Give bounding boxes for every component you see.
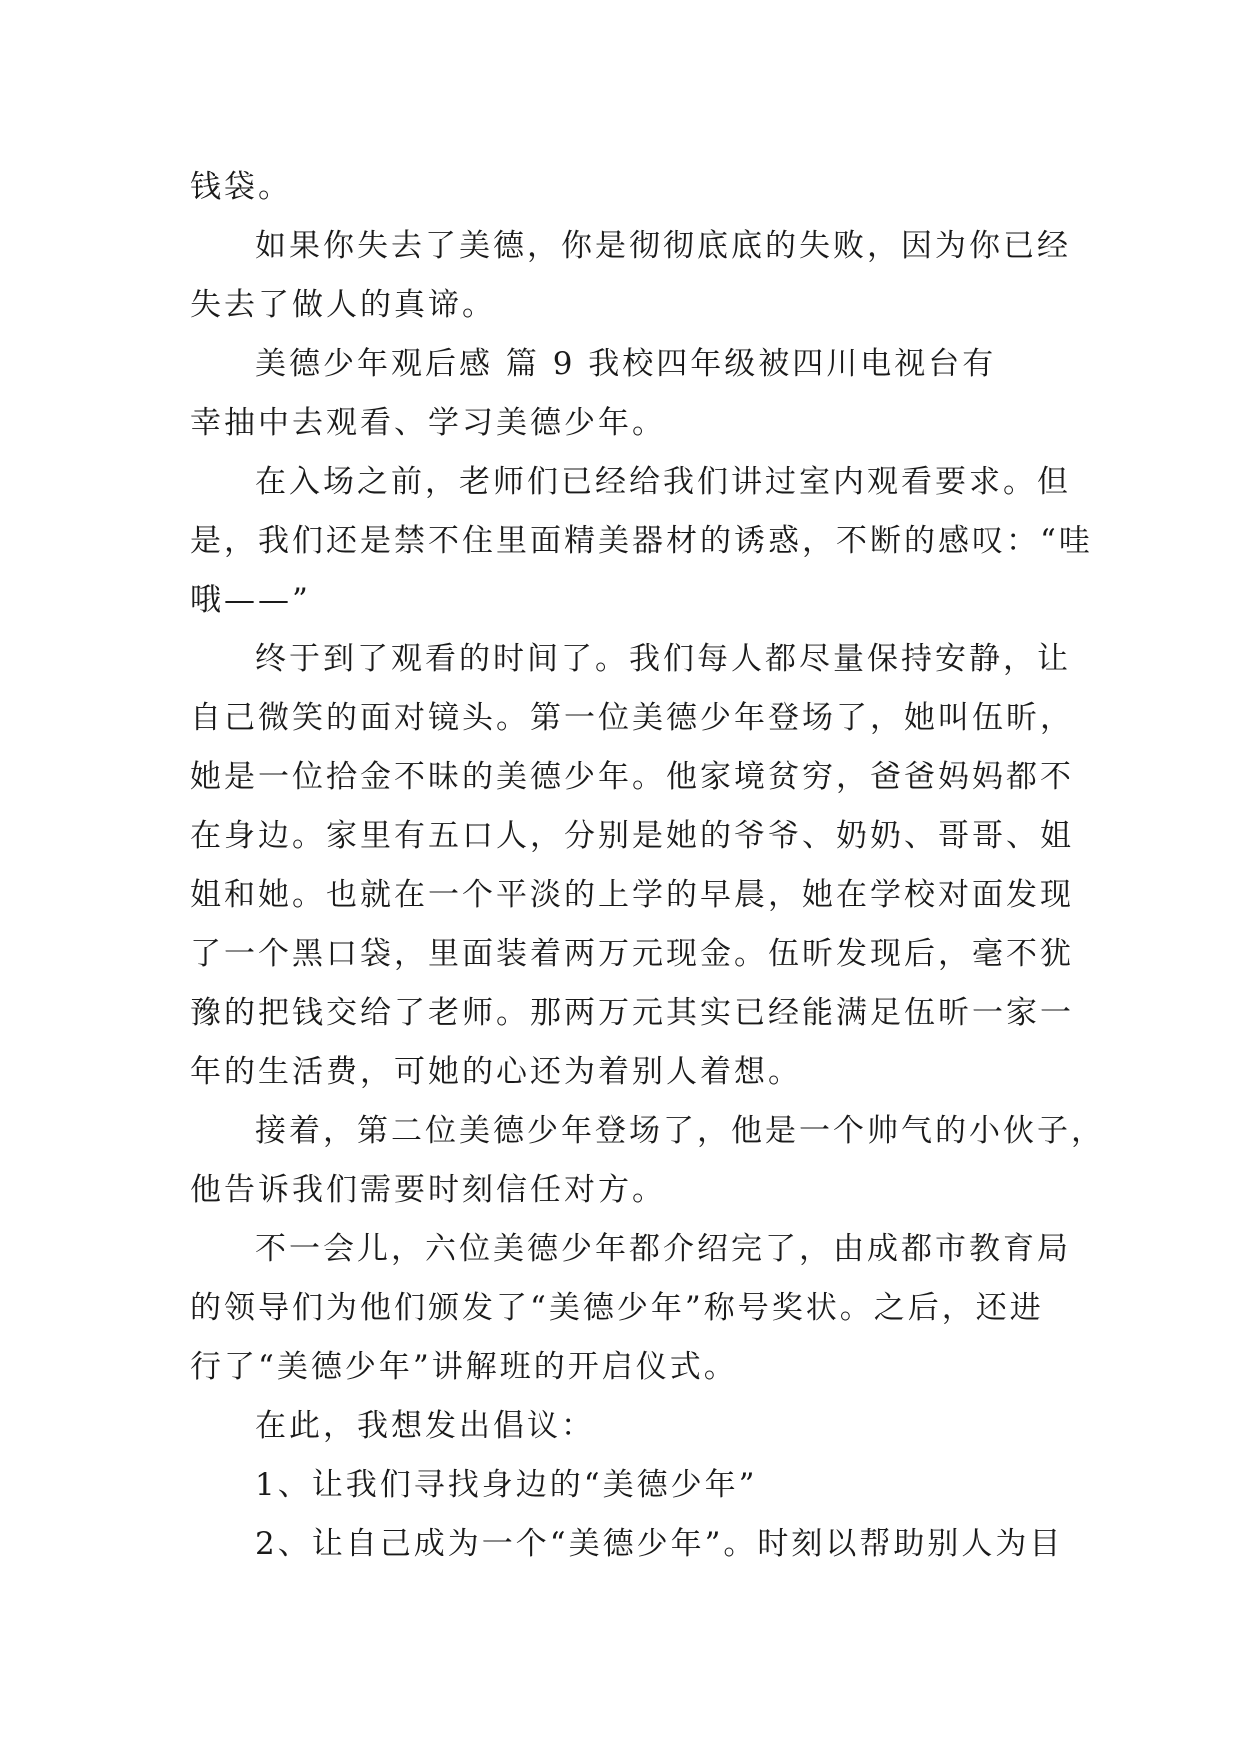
text-line: 不一会儿，六位美德少年都介绍完了，由成都市教育局 <box>255 1231 1071 1267</box>
text-line: 终于到了观看的时间了。我们每人都尽量保持安静，让 <box>255 641 1071 677</box>
text-line: 幸抽中去观看、学习美德少年。 <box>190 405 666 441</box>
text-line: 钱袋。 <box>190 169 292 205</box>
text-line: 姐和她。也就在一个平淡的上学的早晨，她在学校对面发现 <box>190 877 1074 913</box>
text-line: 是，我们还是禁不住里面精美器材的诱惑，不断的感叹：“哇 <box>190 523 1093 559</box>
text-line: 哦——” <box>190 582 311 618</box>
text-line: 失去了做人的真谛。 <box>190 287 496 323</box>
text-line: 她是一位拾金不昧的美德少年。他家境贫穷，爸爸妈妈都不 <box>190 759 1074 795</box>
text-line: 在此，我想发出倡议： <box>255 1408 595 1444</box>
text-line: 如果你失去了美德，你是彻彻底底的失败，因为你已经 <box>255 228 1071 264</box>
text-line: 他告诉我们需要时刻信任对方。 <box>190 1172 666 1208</box>
text-line: 在身边。家里有五口人，分别是她的爷爷、奶奶、哥哥、姐 <box>190 818 1074 854</box>
text-line: 接着，第二位美德少年登场了，他是一个帅气的小伙子， <box>255 1113 1105 1149</box>
text-line: 2、让自己成为一个“美德少年”。时刻以帮助别人为目 <box>255 1526 1064 1562</box>
text-line: 的领导们为他们颁发了“美德少年”称号奖状。之后，还进 <box>190 1290 1044 1326</box>
text-line: 了一个黑口袋，里面装着两万元现金。伍昕发现后，毫不犹 <box>190 936 1074 972</box>
document-body <box>190 158 1105 1574</box>
text-line: 自己微笑的面对镜头。第一位美德少年登场了，她叫伍昕， <box>190 700 1074 736</box>
text-line: 1、让我们寻找身边的“美德少年” <box>255 1467 758 1503</box>
text-line: 美德少年观后感 篇 9 我校四年级被四川电视台有 <box>255 346 997 382</box>
text-line: 在入场之前，老师们已经给我们讲过室内观看要求。但 <box>255 464 1071 500</box>
text-line: 年的生活费，可她的心还为着别人着想。 <box>190 1054 802 1090</box>
text-line: 豫的把钱交给了老师。那两万元其实已经能满足伍昕一家一 <box>190 995 1074 1031</box>
text-line: 行了“美德少年”讲解班的开启仪式。 <box>190 1349 738 1385</box>
